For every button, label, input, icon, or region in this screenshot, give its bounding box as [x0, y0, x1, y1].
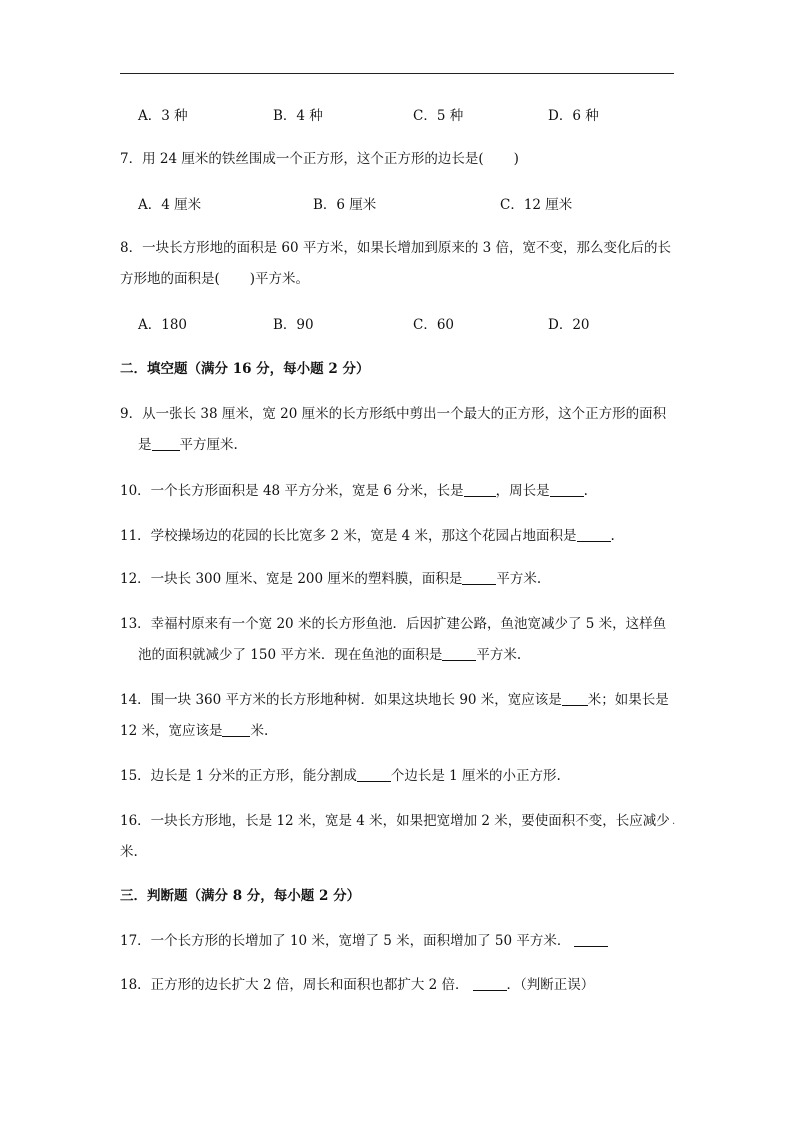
q8-option-a[interactable]: A．180 — [138, 317, 188, 333]
q9-line-1: 9．从一张长 38 厘米，宽 20 厘米的长方形纸中剪出一个最大的正方形，这个正方形的面积 — [120, 406, 667, 422]
q16-line-2: 米. — [120, 844, 138, 860]
question-7 — [120, 147, 519, 167]
q15-post: 个边长是 1 厘米的小正方形. — [390, 768, 561, 784]
answer-blank[interactable] — [152, 437, 180, 451]
answer-blank[interactable] — [473, 977, 507, 991]
q16-line-1: 16．一块长方形地，长是 12 米，宽是 4 米，如果把宽增加 2 米，要使面积不变，长应减少 — [120, 813, 670, 829]
q15-pre: 15．边长是 1 分米的正方形，能分割成 — [120, 768, 357, 784]
q13-line-2 — [138, 643, 521, 663]
q14-line2-pre: 12 米，宽应该是 — [120, 723, 223, 739]
q14-line1-post: 米；如果长是 — [587, 692, 669, 708]
q14-line-1 — [120, 688, 669, 708]
answer-blank[interactable] — [577, 528, 611, 542]
header-rule — [120, 73, 674, 74]
q8-line-2 — [120, 267, 309, 287]
question-12 — [120, 567, 541, 587]
answer-blank[interactable] — [464, 483, 496, 497]
q17-pre: 17．一个长方形的长增加了 10 米，宽增了 5 米，面积增加了 50 平方米． — [120, 933, 571, 949]
q18-post: ．（判断正误） — [506, 977, 595, 993]
q8-line2-pre: 方形地的面积是( — [120, 271, 220, 287]
q8-line-1: 8．一块长方形地的面积是 60 平方米，如果长增加到原来的 3 倍，宽不变，那么变化后的长 — [120, 240, 672, 256]
q18-pre: 18．正方形的边长扩大 2 倍，周长和面积也都扩大 2 倍． — [120, 977, 469, 993]
question-15 — [120, 764, 561, 784]
answer-blank[interactable] — [442, 647, 476, 661]
q14-line2-post: 米. — [250, 723, 269, 739]
q6-option-d[interactable]: D．6 种 — [548, 108, 599, 124]
q8-option-d[interactable]: D．20 — [548, 317, 590, 333]
question-10 — [120, 479, 588, 499]
section-3-heading: 三．判断题（满分 8 分，每小题 2 分） — [120, 888, 361, 904]
q7-close: ) — [513, 151, 519, 167]
answer-blank[interactable] — [462, 571, 496, 585]
q13-line-1: 13．幸福村原来有一个宽 20 米的长方形鱼池．后因扩建公路，鱼池宽减少了 5 米，这样鱼 — [120, 616, 667, 632]
answer-blank[interactable] — [222, 723, 250, 737]
q9-line-2 — [138, 433, 238, 453]
q9-line2-post: 平方厘米. — [179, 437, 238, 453]
q9-line2-pre: 是 — [138, 437, 152, 453]
q14-line1-pre: 14．围一块 360 平方米的长方形地种树．如果这块地长 90 米，宽应该是 — [120, 692, 562, 708]
q10-post: . — [583, 483, 588, 499]
question-18 — [120, 973, 594, 993]
q7-option-a[interactable]: A．4 厘米 — [138, 197, 202, 213]
answer-blank[interactable] — [550, 483, 584, 497]
question-11 — [120, 524, 615, 544]
q13-line2-post: 平方米. — [476, 647, 522, 663]
q13-line2-pre: 池的面积就减少了 150 平方米．现在鱼池的面积是 — [138, 647, 443, 663]
q8-option-b[interactable]: B．90 — [273, 317, 314, 333]
answer-blank[interactable] — [574, 933, 608, 947]
q12-post: 平方米. — [496, 571, 542, 587]
q10-pre: 10．一个长方形面积是 48 平方分米，宽是 6 分米，长是 — [120, 483, 464, 499]
q10-mid: ，周长是 — [495, 483, 550, 499]
section-2-heading: 二．填空题（满分 16 分，每小题 2 分） — [120, 361, 370, 377]
q7-text: 7．用 24 厘米的铁丝围成一个正方形，这个正方形的边长是( — [120, 151, 484, 167]
q14-line-2 — [120, 719, 268, 739]
q7-option-b[interactable]: B．6 厘米 — [313, 197, 377, 213]
q8-line2-post: )平方米。 — [249, 271, 310, 287]
q6-option-c[interactable]: C．5 种 — [413, 108, 464, 124]
q12-pre: 12．一块长 300 厘米、宽是 200 厘米的塑料膜，面积是 — [120, 571, 463, 587]
q6-option-a[interactable]: A．3 种 — [138, 108, 188, 124]
answer-blank[interactable] — [562, 692, 588, 706]
q11-post: . — [610, 528, 615, 544]
q7-option-c[interactable]: C．12 厘米 — [500, 197, 573, 213]
blank-mark[interactable]: . — [672, 816, 676, 827]
answer-blank[interactable] — [357, 768, 391, 782]
question-17 — [120, 929, 608, 949]
q6-option-b[interactable]: B．4 种 — [273, 108, 323, 124]
q8-option-c[interactable]: C．60 — [413, 317, 455, 333]
q11-pre: 11．学校操场边的花园的长比宽多 2 米，宽是 4 米，那这个花园占地面积是 — [120, 528, 577, 544]
